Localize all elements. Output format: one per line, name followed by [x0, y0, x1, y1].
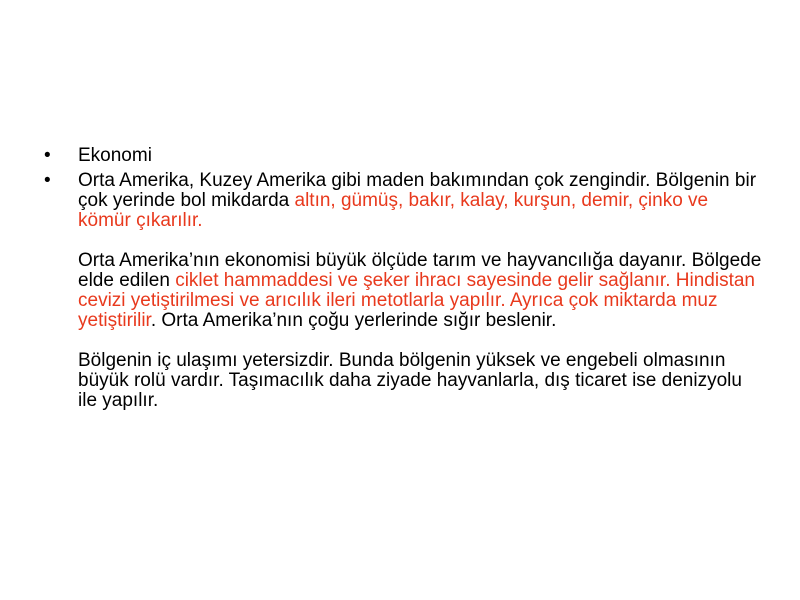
paragraph-transport: Bölgenin iç ulaşımı yetersizdir. Bunda bölgenin yüksek ve engebeli olmasının büyük rolü vardır. Taşımacılık daha ziyade hayvanlarla, dış ticaret ise denizyolu ile yapılır.: [78, 350, 742, 411]
paragraph-gap: [78, 231, 764, 251]
bullet-list: [44, 146, 764, 416]
bullet-dot-icon: •: [44, 170, 51, 191]
bullet-dot-icon: •: [44, 145, 51, 166]
bullet-item-body: [44, 171, 764, 411]
paragraph-mining-text: Orta Amerika, Kuzey Amerika gibi maden bakımından çok zengindir. Bölgenin bir çok yerinde bol mikdarda: [78, 170, 757, 211]
bullet-heading: Ekonomi: [78, 145, 152, 166]
paragraph-agriculture-text: Orta Amerika’nın ekonomisi büyük ölçüde tarım ve hayvancılığa dayanır. Bölgede elde edilen: [78, 250, 762, 291]
paragraph-gap: [78, 331, 764, 351]
paragraph-agriculture-highlight: ciklet hammaddesi ve şeker ihracı sayesinde gelir sağlanır. Hindistan cevizi yetiştirilmesi ve arıcılık ileri metotlarla yapılır. Ayrıca çok miktarda muz yetiştirilir: [78, 270, 755, 331]
paragraph-agriculture: [78, 251, 764, 331]
paragraph-mining: [78, 171, 764, 231]
bullet-item-ekonomi: [44, 146, 764, 166]
paragraph-agriculture-tail: . Orta Amerika’nın çoğu yerlerinde sığır beslenir.: [150, 310, 557, 331]
paragraph-mining-highlight: altın, gümüş, bakır, kalay, kurşun, demir, çinko ve kömür çıkarılır.: [78, 190, 709, 231]
